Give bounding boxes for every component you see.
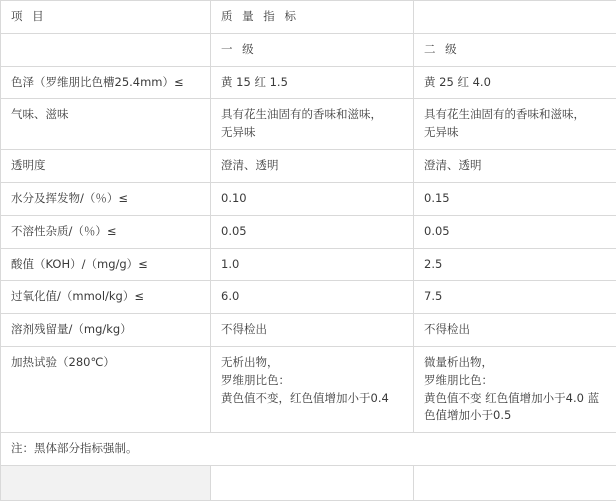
row-grade1-value: 澄清、透明 <box>211 150 414 183</box>
row-label: 过氧化值/（mmol/kg）≤ <box>1 281 211 314</box>
tail-cell-1 <box>1 466 211 501</box>
row-grade1-value: 0.10 <box>211 182 414 215</box>
row-label: 色泽（罗维朋比色槽25.4mm）≤ <box>1 66 211 99</box>
row-grade2-value: 7.5 <box>414 281 616 314</box>
grade-cell-first: 一 级 <box>211 33 414 66</box>
row-grade2-value: 2.5 <box>414 248 616 281</box>
table-row <box>1 248 616 281</box>
table-row <box>1 66 616 99</box>
table-row <box>1 281 616 314</box>
header-cell-empty <box>414 1 616 34</box>
row-label: 加热试验（280℃） <box>1 346 211 432</box>
row-grade1-value: 黄 15 红 1.5 <box>211 66 414 99</box>
table-row <box>1 314 616 347</box>
row-grade2-value: 具有花生油固有的香味和滋味， 无异味 <box>414 99 616 150</box>
table-row <box>1 346 616 432</box>
row-grade1-value: 1.0 <box>211 248 414 281</box>
row-grade1-value: 0.05 <box>211 215 414 248</box>
row-label: 酸值（KOH）/（mg/g）≤ <box>1 248 211 281</box>
row-grade2-value: 0.15 <box>414 182 616 215</box>
table-row <box>1 150 616 183</box>
row-label: 气味、滋味 <box>1 99 211 150</box>
row-label: 水分及挥发物/（％）≤ <box>1 182 211 215</box>
row-grade2-value: 黄 25 红 4.0 <box>414 66 616 99</box>
row-grade1-value: 不得检出 <box>211 314 414 347</box>
row-grade1-value: 具有花生油固有的香味和滋味， 无异味 <box>211 99 414 150</box>
table-row <box>1 99 616 150</box>
row-grade2-value: 不得检出 <box>414 314 616 347</box>
header-cell-item: 项 目 <box>1 1 211 34</box>
row-grade1-value: 6.0 <box>211 281 414 314</box>
grade-cell-empty <box>1 33 211 66</box>
table-grade-row <box>1 33 616 66</box>
tail-cell-3 <box>414 466 616 501</box>
table-row <box>1 182 616 215</box>
row-label: 不溶性杂质/（％）≤ <box>1 215 211 248</box>
header-cell-quality-index: 质 量 指 标 <box>211 1 414 34</box>
row-label: 溶剂残留量/（mg/kg） <box>1 314 211 347</box>
row-grade2-value: 0.05 <box>414 215 616 248</box>
row-label: 透明度 <box>1 150 211 183</box>
table-note-row <box>1 433 616 466</box>
row-grade2-value: 微量析出物， 罗维朋比色： 黄色值不变 红色值增加小于4.0 蓝 色值增加小于0.5 <box>414 346 616 432</box>
row-grade1-value: 无析出物， 罗维朋比色： 黄色值不变，红色值增加小于0.4 <box>211 346 414 432</box>
row-grade2-value: 澄清、透明 <box>414 150 616 183</box>
table-tail-row <box>1 466 616 501</box>
table-header-row <box>1 1 616 34</box>
grade-cell-second: 二 级 <box>414 33 616 66</box>
table-row <box>1 215 616 248</box>
table-note: 注：黑体部分指标强制。 <box>1 433 616 466</box>
tail-cell-2 <box>211 466 414 501</box>
